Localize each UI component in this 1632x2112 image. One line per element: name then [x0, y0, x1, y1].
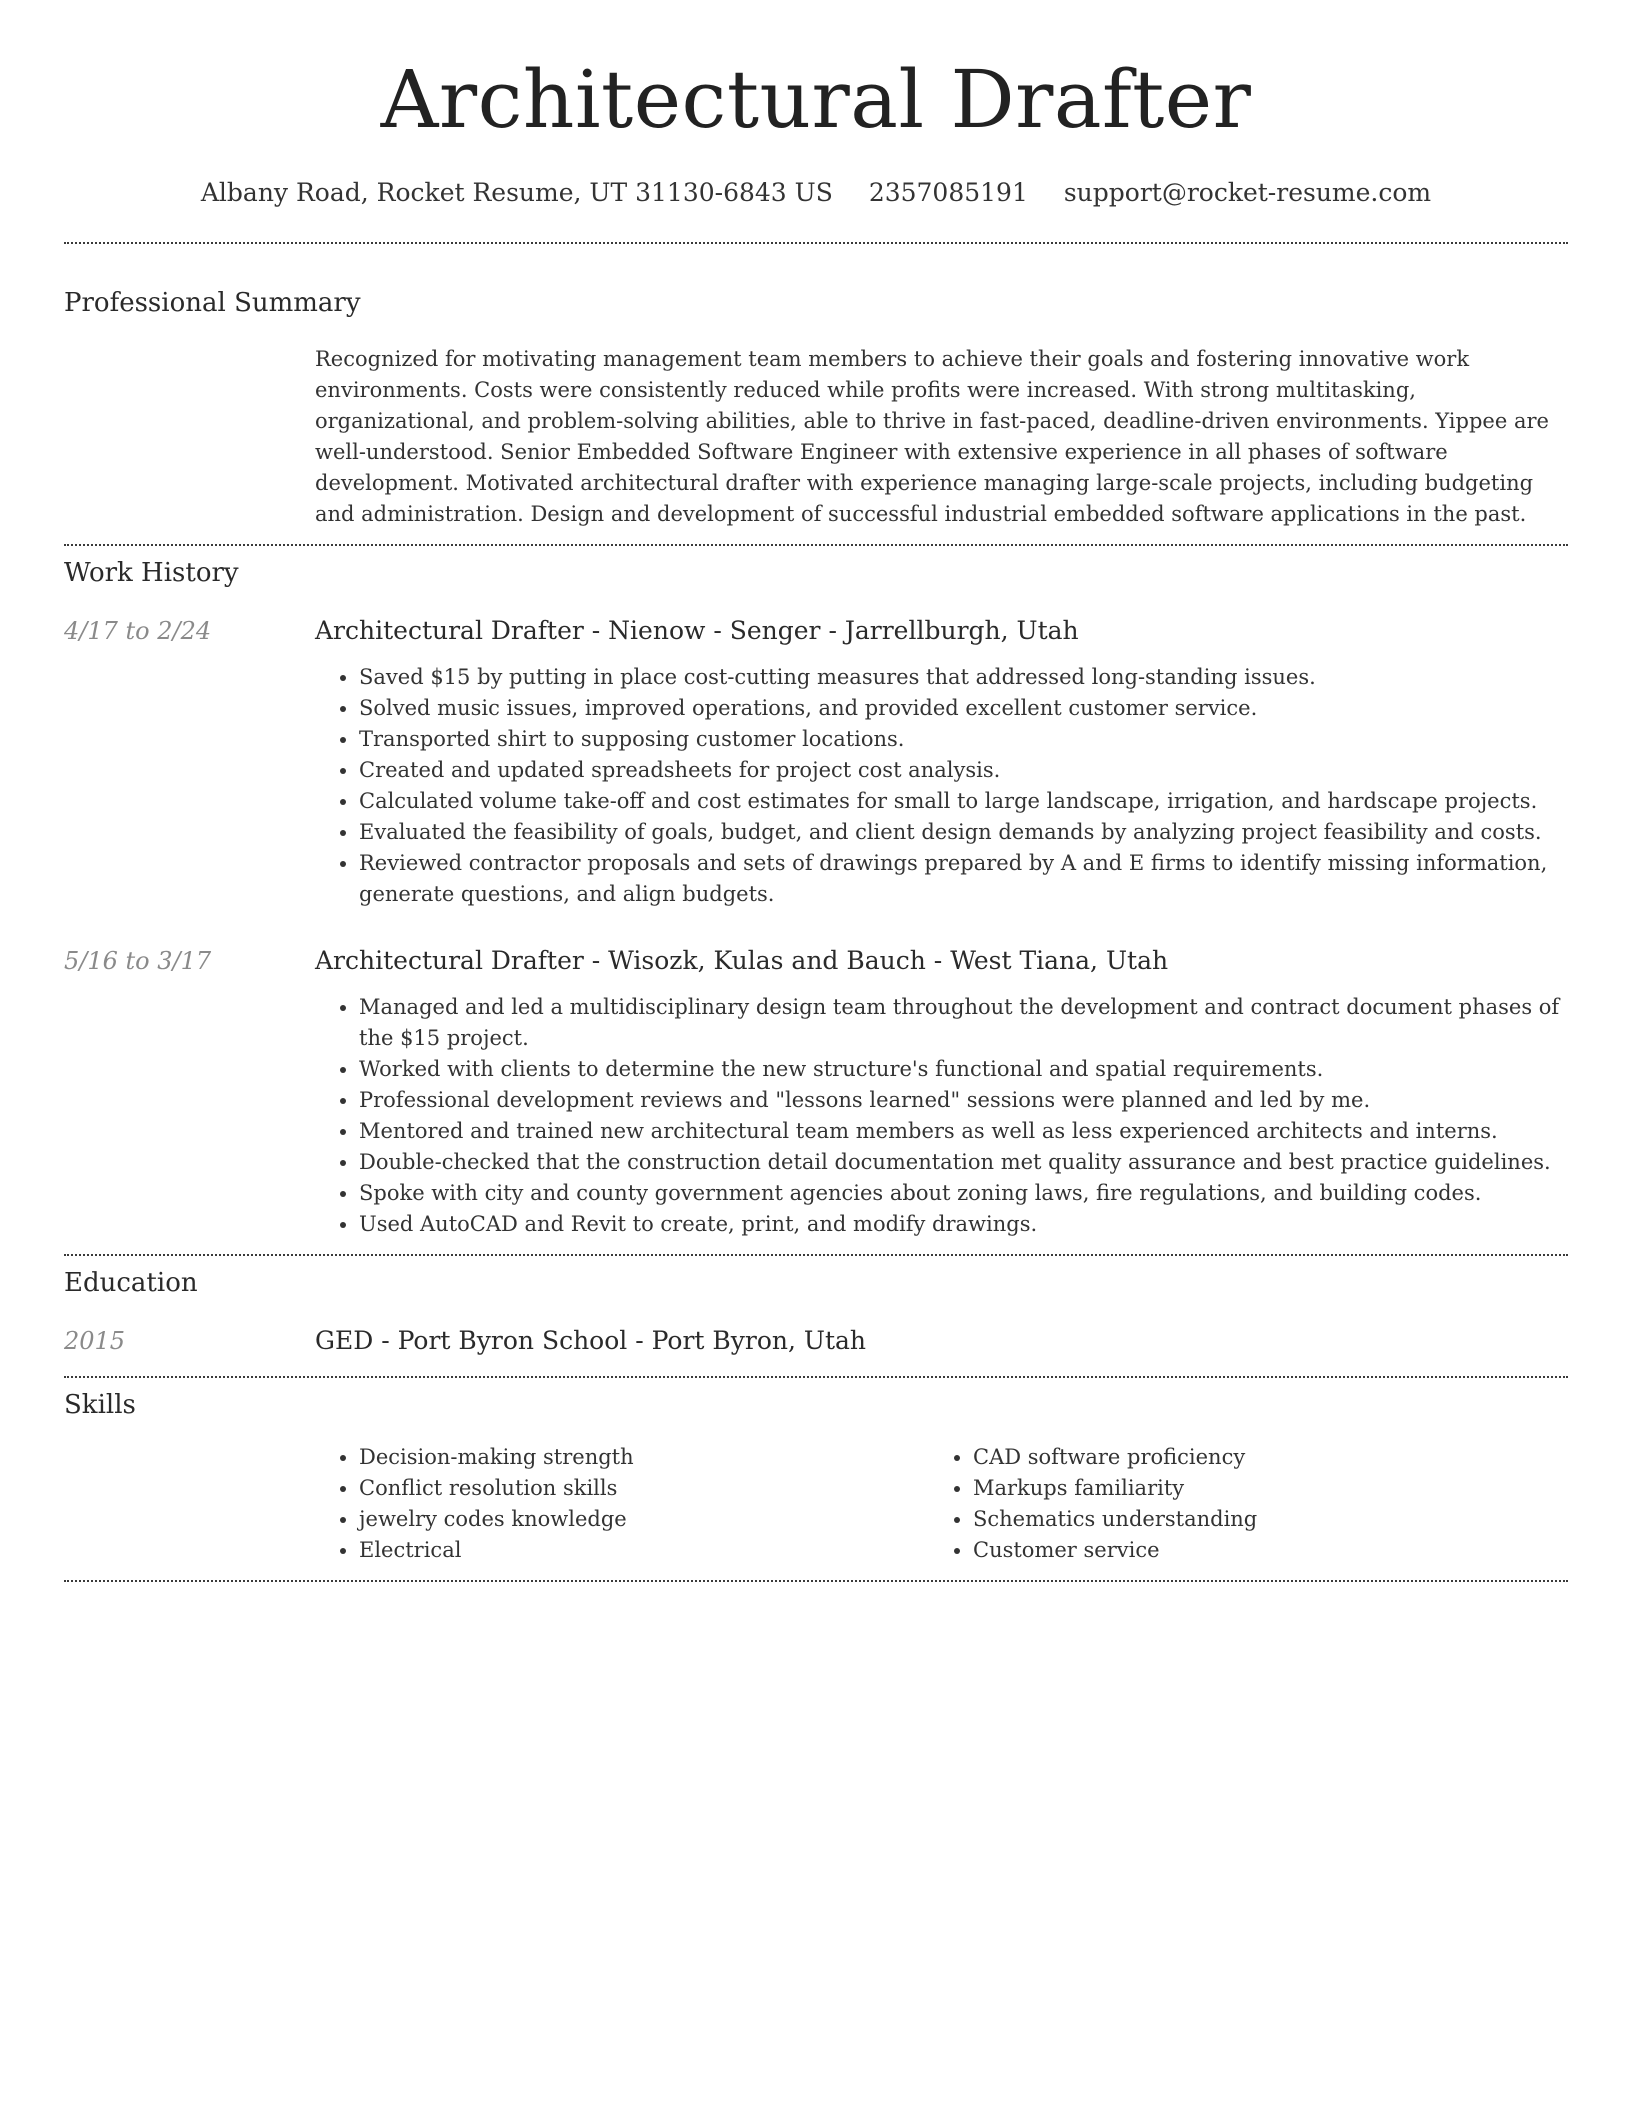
skills-divider	[64, 1580, 1568, 1582]
skills-list-left	[315, 1442, 929, 1566]
job-dates: 5/16 to 3/17	[64, 947, 212, 975]
contact-address: Albany Road, Rocket Resume, UT 31130-6843 US	[200, 178, 833, 207]
job-bullet: • Evaluated the feasibility of goals, budget, and client design demands by analyzing project feasibility and costs.	[359, 817, 1568, 848]
job-heading: Architectural Drafter - Wisozk, Kulas and Bauch - West Tiana, Utah	[315, 946, 1169, 975]
contact-email: support@rocket-resume.com	[1063, 178, 1432, 207]
summary-divider	[64, 544, 1568, 546]
job-dates: 4/17 to 2/24	[64, 617, 212, 645]
skill-item: • jewelry codes knowledge	[359, 1504, 929, 1535]
skill-item: • Electrical	[359, 1535, 929, 1566]
summary-text: Recognized for motivating management team members to achieve their goals and fostering innovative work environments. Costs were consistently reduced while profits were increased. With strong multitasking, organizational, and problem-solving abilities, able to thrive in fast-paced, deadline-driven environments. Yippee are well-understood. Senior Embedded Software Engineer with extensive experience in all phases of software development. Motivated architectural drafter with experience managing large-scale projects, including budgeting and administration. Design and development of successful industrial embedded software applications in the past.	[315, 347, 1549, 526]
header-divider	[64, 242, 1568, 244]
job-entry	[64, 614, 1568, 910]
skill-item: • Schematics understanding	[973, 1504, 1543, 1535]
job-bullet: • Transported shirt to supposing customer locations.	[359, 724, 1568, 755]
summary-title: Professional Summary	[64, 288, 361, 318]
job-bullet: • Solved music issues, improved operations, and provided excellent customer service.	[359, 693, 1568, 724]
education-heading: GED - Port Byron School - Port Byron, Utah	[315, 1326, 867, 1355]
job-bullet: • Calculated volume take-off and cost estimates for small to large landscape, irrigation, and hardscape projects.	[359, 786, 1568, 817]
job-bullet: • Managed and led a multidisciplinary design team throughout the development and contract document phases of the $15 project.	[359, 992, 1568, 1054]
contact-line	[64, 176, 1568, 210]
skills-list-right	[929, 1442, 1543, 1566]
job-entry	[64, 944, 1568, 1240]
job-bullet: • Mentored and trained new architectural team members as well as less experienced architects and interns.	[359, 1116, 1568, 1147]
skill-item: • Conflict resolution skills	[359, 1473, 929, 1504]
job-bullet: • Created and updated spreadsheets for project cost analysis.	[359, 755, 1568, 786]
job-bullet: • Worked with clients to determine the new structure's functional and spatial requirements.	[359, 1054, 1568, 1085]
job-bullet: • Professional development reviews and "lessons learned" sessions were planned and led by me.	[359, 1085, 1568, 1116]
contact-phone: 2357085191	[868, 178, 1028, 207]
education-divider	[64, 1376, 1568, 1378]
job-bullet: • Reviewed contractor proposals and sets of drawings prepared by A and E firms to identify missing information, generate questions, and align budgets.	[359, 848, 1568, 910]
job-bullet: • Saved $15 by putting in place cost-cutting measures that addressed long-standing issues.	[359, 662, 1568, 693]
education-title: Education	[64, 1268, 198, 1298]
skill-item: • Customer service	[973, 1535, 1543, 1566]
skill-item: • Markups familiarity	[973, 1473, 1543, 1504]
job-bullets	[315, 662, 1568, 910]
skill-item: • Decision-making strength	[359, 1442, 929, 1473]
skills-columns	[315, 1442, 1568, 1566]
job-bullet: • Used AutoCAD and Revit to create, print, and modify drawings.	[359, 1209, 1568, 1240]
education-entry	[64, 1324, 1568, 1358]
education-section	[64, 1266, 1568, 1358]
job-heading: Architectural Drafter - Nienow - Senger - Jarrellburgh, Utah	[315, 616, 1079, 645]
job-bullet: • Double-checked that the construction detail documentation met quality assurance and best practice guidelines.	[359, 1147, 1568, 1178]
job-body	[315, 614, 1568, 910]
skills-section	[64, 1388, 1568, 1566]
work-history-title: Work History	[64, 558, 239, 588]
skills-title: Skills	[64, 1390, 136, 1420]
education-body	[315, 1324, 1568, 1358]
resume-name: Architectural Drafter	[380, 53, 1252, 146]
education-year: 2015	[64, 1327, 126, 1355]
summary-section	[64, 286, 1568, 530]
job-body	[315, 944, 1568, 1240]
job-bullet: • Spoke with city and county government agencies about zoning laws, fire regulations, and building codes.	[359, 1178, 1568, 1209]
work-history-section	[64, 556, 1568, 1240]
job-bullets	[315, 992, 1568, 1240]
work-divider	[64, 1254, 1568, 1256]
skill-item: • CAD software proficiency	[973, 1442, 1543, 1473]
